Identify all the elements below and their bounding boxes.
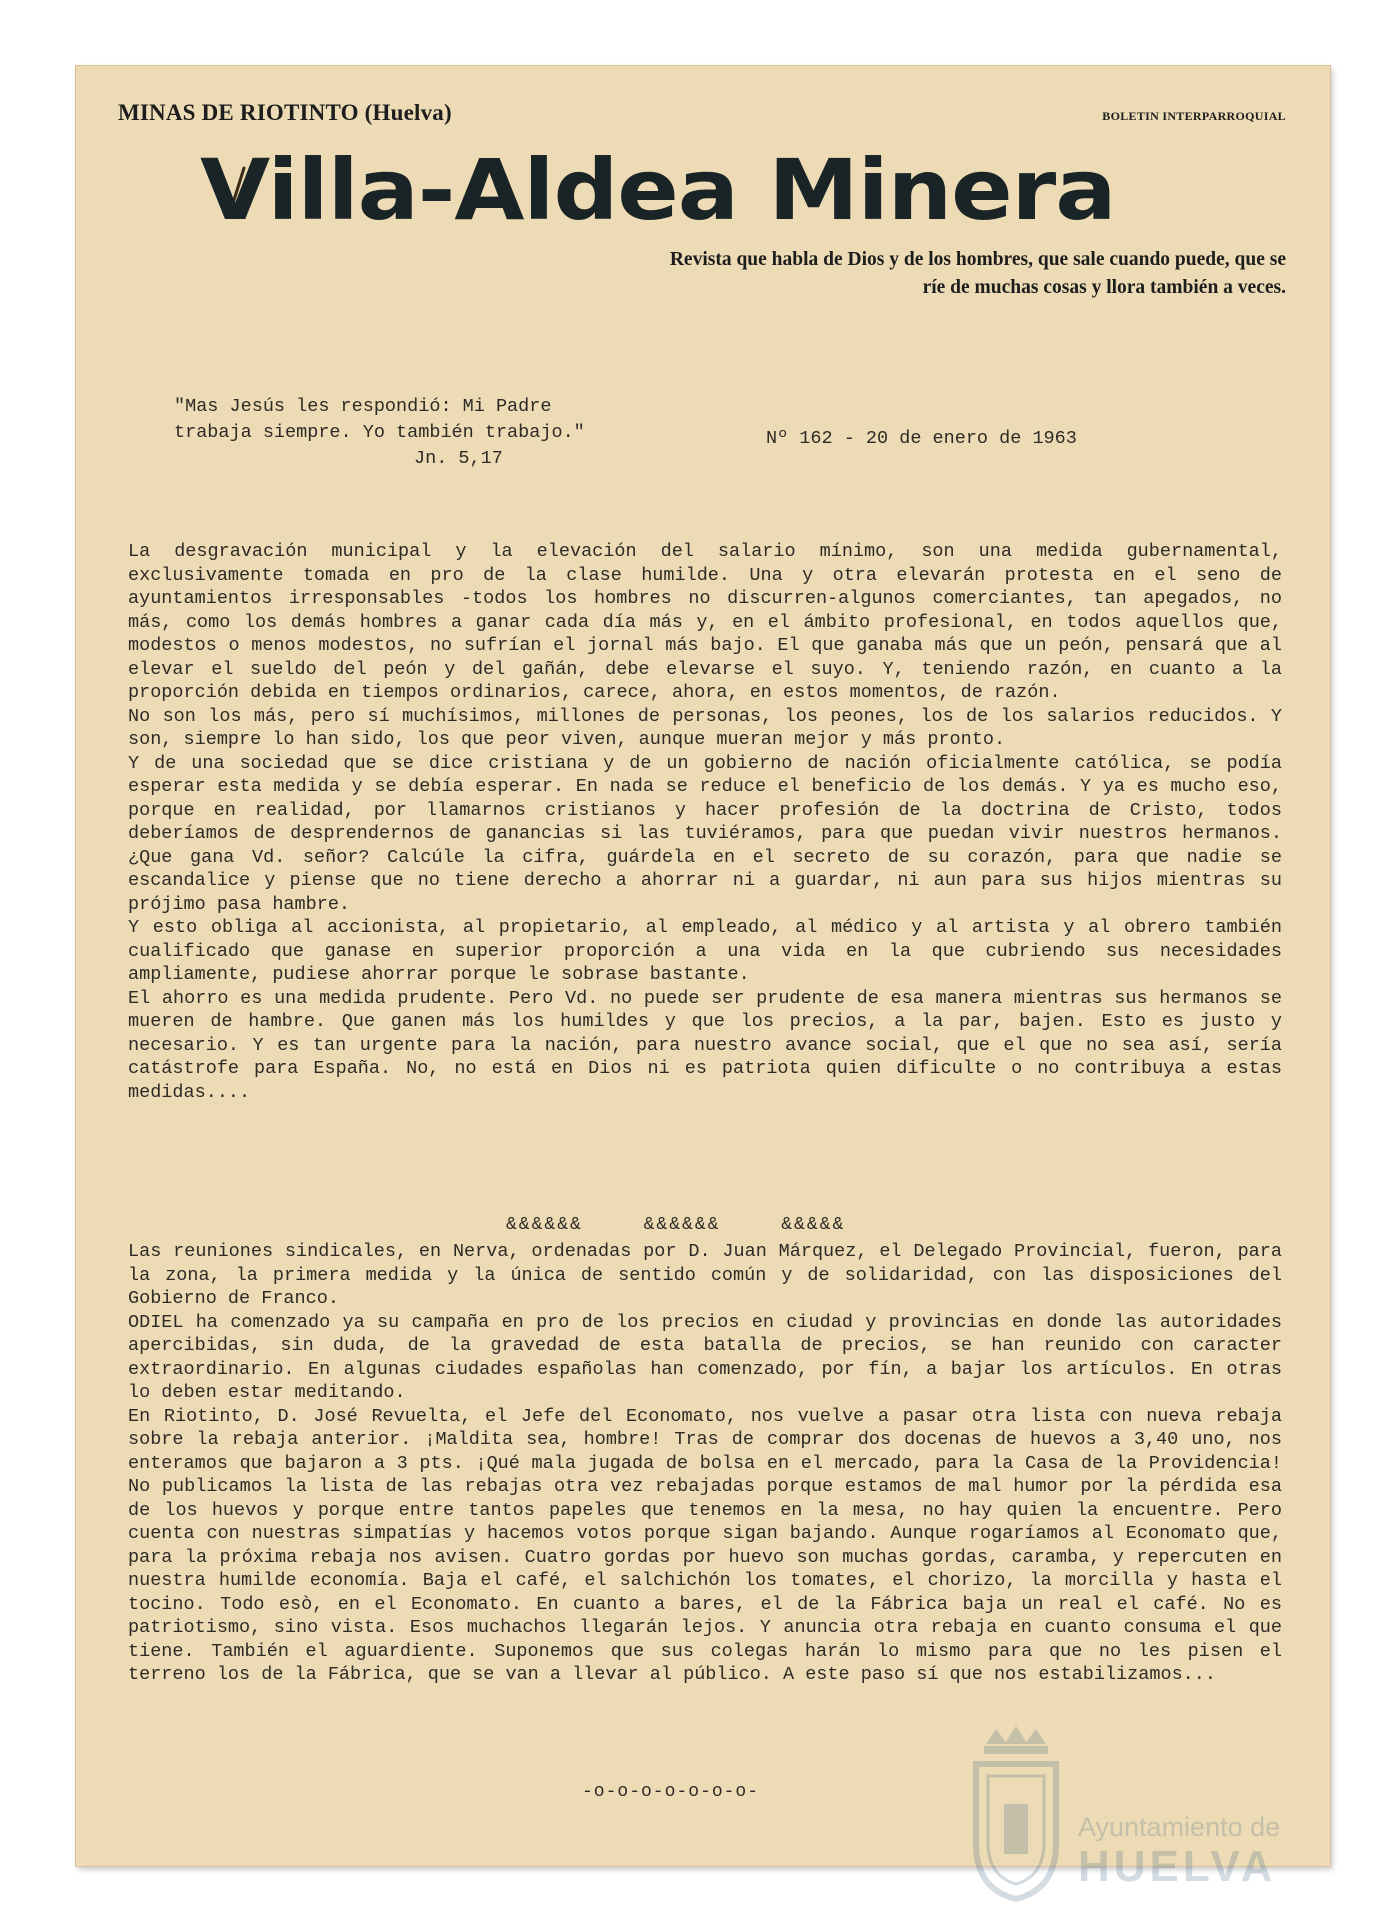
watermark-line-1: Ayuntamiento de <box>1078 1812 1281 1842</box>
watermark-line-2: HUELVA <box>1078 1842 1277 1891</box>
paragraph: Las reuniones sindicales, en Nerva, ordenadas por D. Juan Márquez, el Delegado Provincial, fueron, para la zona, la primera medida y la única de sentido común y de solidaridad, con las disposiciones del Gobierno de Franco. <box>128 1241 1282 1309</box>
coat-of-arms-icon <box>966 1724 1066 1904</box>
document-page <box>76 66 1330 1866</box>
article-section-2 <box>128 1240 1282 1687</box>
paragraph: La desgravación municipal y la elevación del salario mínimo, son una medida gubernamental, exclusivamente tomada en pro de la clase humilde. Una y otra elevarán protesta en el seno de ayuntamientos irresponsables -todos los hombres no discurren-algunos comerciantes, tan apegados, no más, como los demás hombres a ganar cada día más y, en el ámbito profesional, en todos aquellos que, modestos o menos modestos, no sufrían el jornal más bajo. El que ganaba más que un peón, pensará que al elevar el sueldo del peón y del gañán, debe elevarse el suyo. Y, teniendo razón, en cuanto a la proporción debida en tiempos ordinarios, carece, ahora, en estos momentos, de razón. <box>128 541 1282 703</box>
paragraph: En Riotinto, D. José Revuelta, el Jefe del Economato, nos vuelve a pasar otra lista con nueva rebaja sobre la rebaja anterior. ¡Maldita sea, hombre! Tras de comprar dos docenas de huevos a 3,40 uno, nos enteramos que bajaron a 3 pts. ¡Qué mala jugada de bolsa en el mercado, para la Casa de la Providencia! No publicamos la lista de las rebajas otra vez rebajadas porque estamos de mal humor por la pérdida esa de los huevos y porque entre tantos papeles que tenemos en la mesa, no hay quien la encuentre. Pero cuenta con nuestras simpatías y hacemos votos porque sigan bajando. Aunque rogaríamos al Economato que, para la próxima rebaja nos avisen. Cuatro gordas por huevo son muchas gordas, caramba, y repercuten en nuestra humilde economía. Baja el café, el salchichón los tomates, el chorizo, la morcilla y hasta el tocino. Todo esò, en el Economato. En cuanto a bares, el de la Fábrica baja un real el café. No es patriotismo, sino vista. Esos muchachos llegarán lejos. Y anuncia otra rebaja en cuanto consuma el que tiene. También el aguardiente. Suponemos que sus colegas harán lo mismo para que no les pisen el terreno los de la Fábrica, que se van a llevar al público. A este paso sí que nos estabilizamos... <box>128 1405 1282 1685</box>
issue-number-date: Nº 162 - 20 de enero de 1963 <box>766 428 1077 449</box>
ornament: &&&&& <box>781 1215 846 1235</box>
ornament: &&&&&& <box>643 1215 721 1235</box>
paragraph: Y esto obliga al accionista, al propietario, al empleado, al médico y al artista y al obrero también cualificado que ganase en superior proporción a una vida en la que cubriendo sus necesidades ampliamente, pudiese ahorrar porque le sobrase bastante. <box>128 917 1282 985</box>
header-bulletin: BOLETIN INTERPARROQUIAL <box>1102 109 1286 123</box>
section-divider <box>506 1215 893 1235</box>
epigraph <box>174 368 654 498</box>
paragraph: No son los más, pero sí muchísimos, millones de personas, los peones, los de los salarios reducidos. Y son, siempre lo han sido, los que peor viven, aunque mueran mejor y más pronto. <box>128 705 1282 750</box>
paragraph: El ahorro es una medida prudente. Pero Vd. no puede ser prudente de esa manera mientras sus hermanos se mueren de hambre. Que ganen más los humildes y que los precios, a la par, bajen. Esto es justo y necesario. Y es tan urgente para la nación, para nuestro avance social, que el que no sea así, sería catástrofe para España. No, no está en Dios ni es patriota quien dificulte o no contribuya a estas medidas.... <box>128 987 1282 1103</box>
paragraph: Y de una sociedad que se dice cristiana y de un gobierno de nación oficialmente católica, se podía esperar esta medida y se debía esperar. En nada se reduce el beneficio de los demás. Y ya es mucho eso, porque en realidad, por llamarnos cristianos y hacer profesión de la doctrina de Cristo, todos deberíamos de desprendernos de ganancias si las tuviéramos, para que puedan vivir nuestros hermanos. ¿Que gana Vd. señor? Calcúle la cifra, guárdela en el secreto de su corazón, para que nadie se escandalice y piense que no tiene derecho a ahorrar ni a guardar, ni aun para sus hijos mientras su prójimo pasa hambre. <box>128 752 1282 915</box>
ornament: &&&&&& <box>506 1215 583 1235</box>
paragraph: ODIEL ha comenzado ya su campaña en pro de los precios en ciudad y provincias en donde las autoridades apercibidas, sin duda, de la gravedad de esta batalla de precios, se han reunido con caracter extraordinario. En algunas ciudades españolas han comenzado, por fín, a bajar los artículos. En otras lo deben estar meditando. <box>128 1311 1282 1403</box>
article-section-1 <box>128 540 1282 1104</box>
epigraph-quote: "Mas Jesús les respondió: Mi Padre trabaja siempre. Yo también trabajo." <box>174 396 585 443</box>
epigraph-reference: Jn. 5,17 <box>414 448 503 469</box>
watermark-stamp <box>966 1724 1306 1914</box>
masthead-title: Villa-Aldea Minera <box>200 141 1116 239</box>
header-location: MINAS DE RIOTINTO (Huelva) <box>118 100 452 125</box>
closing-divider: -o-o-o-o-o-o-o- <box>582 1782 760 1802</box>
masthead-tagline: Revista que habla de Dios y de los hombres, que sale cuando puede, que se ríe de muchas cosas y llora también a veces. <box>669 249 1286 298</box>
